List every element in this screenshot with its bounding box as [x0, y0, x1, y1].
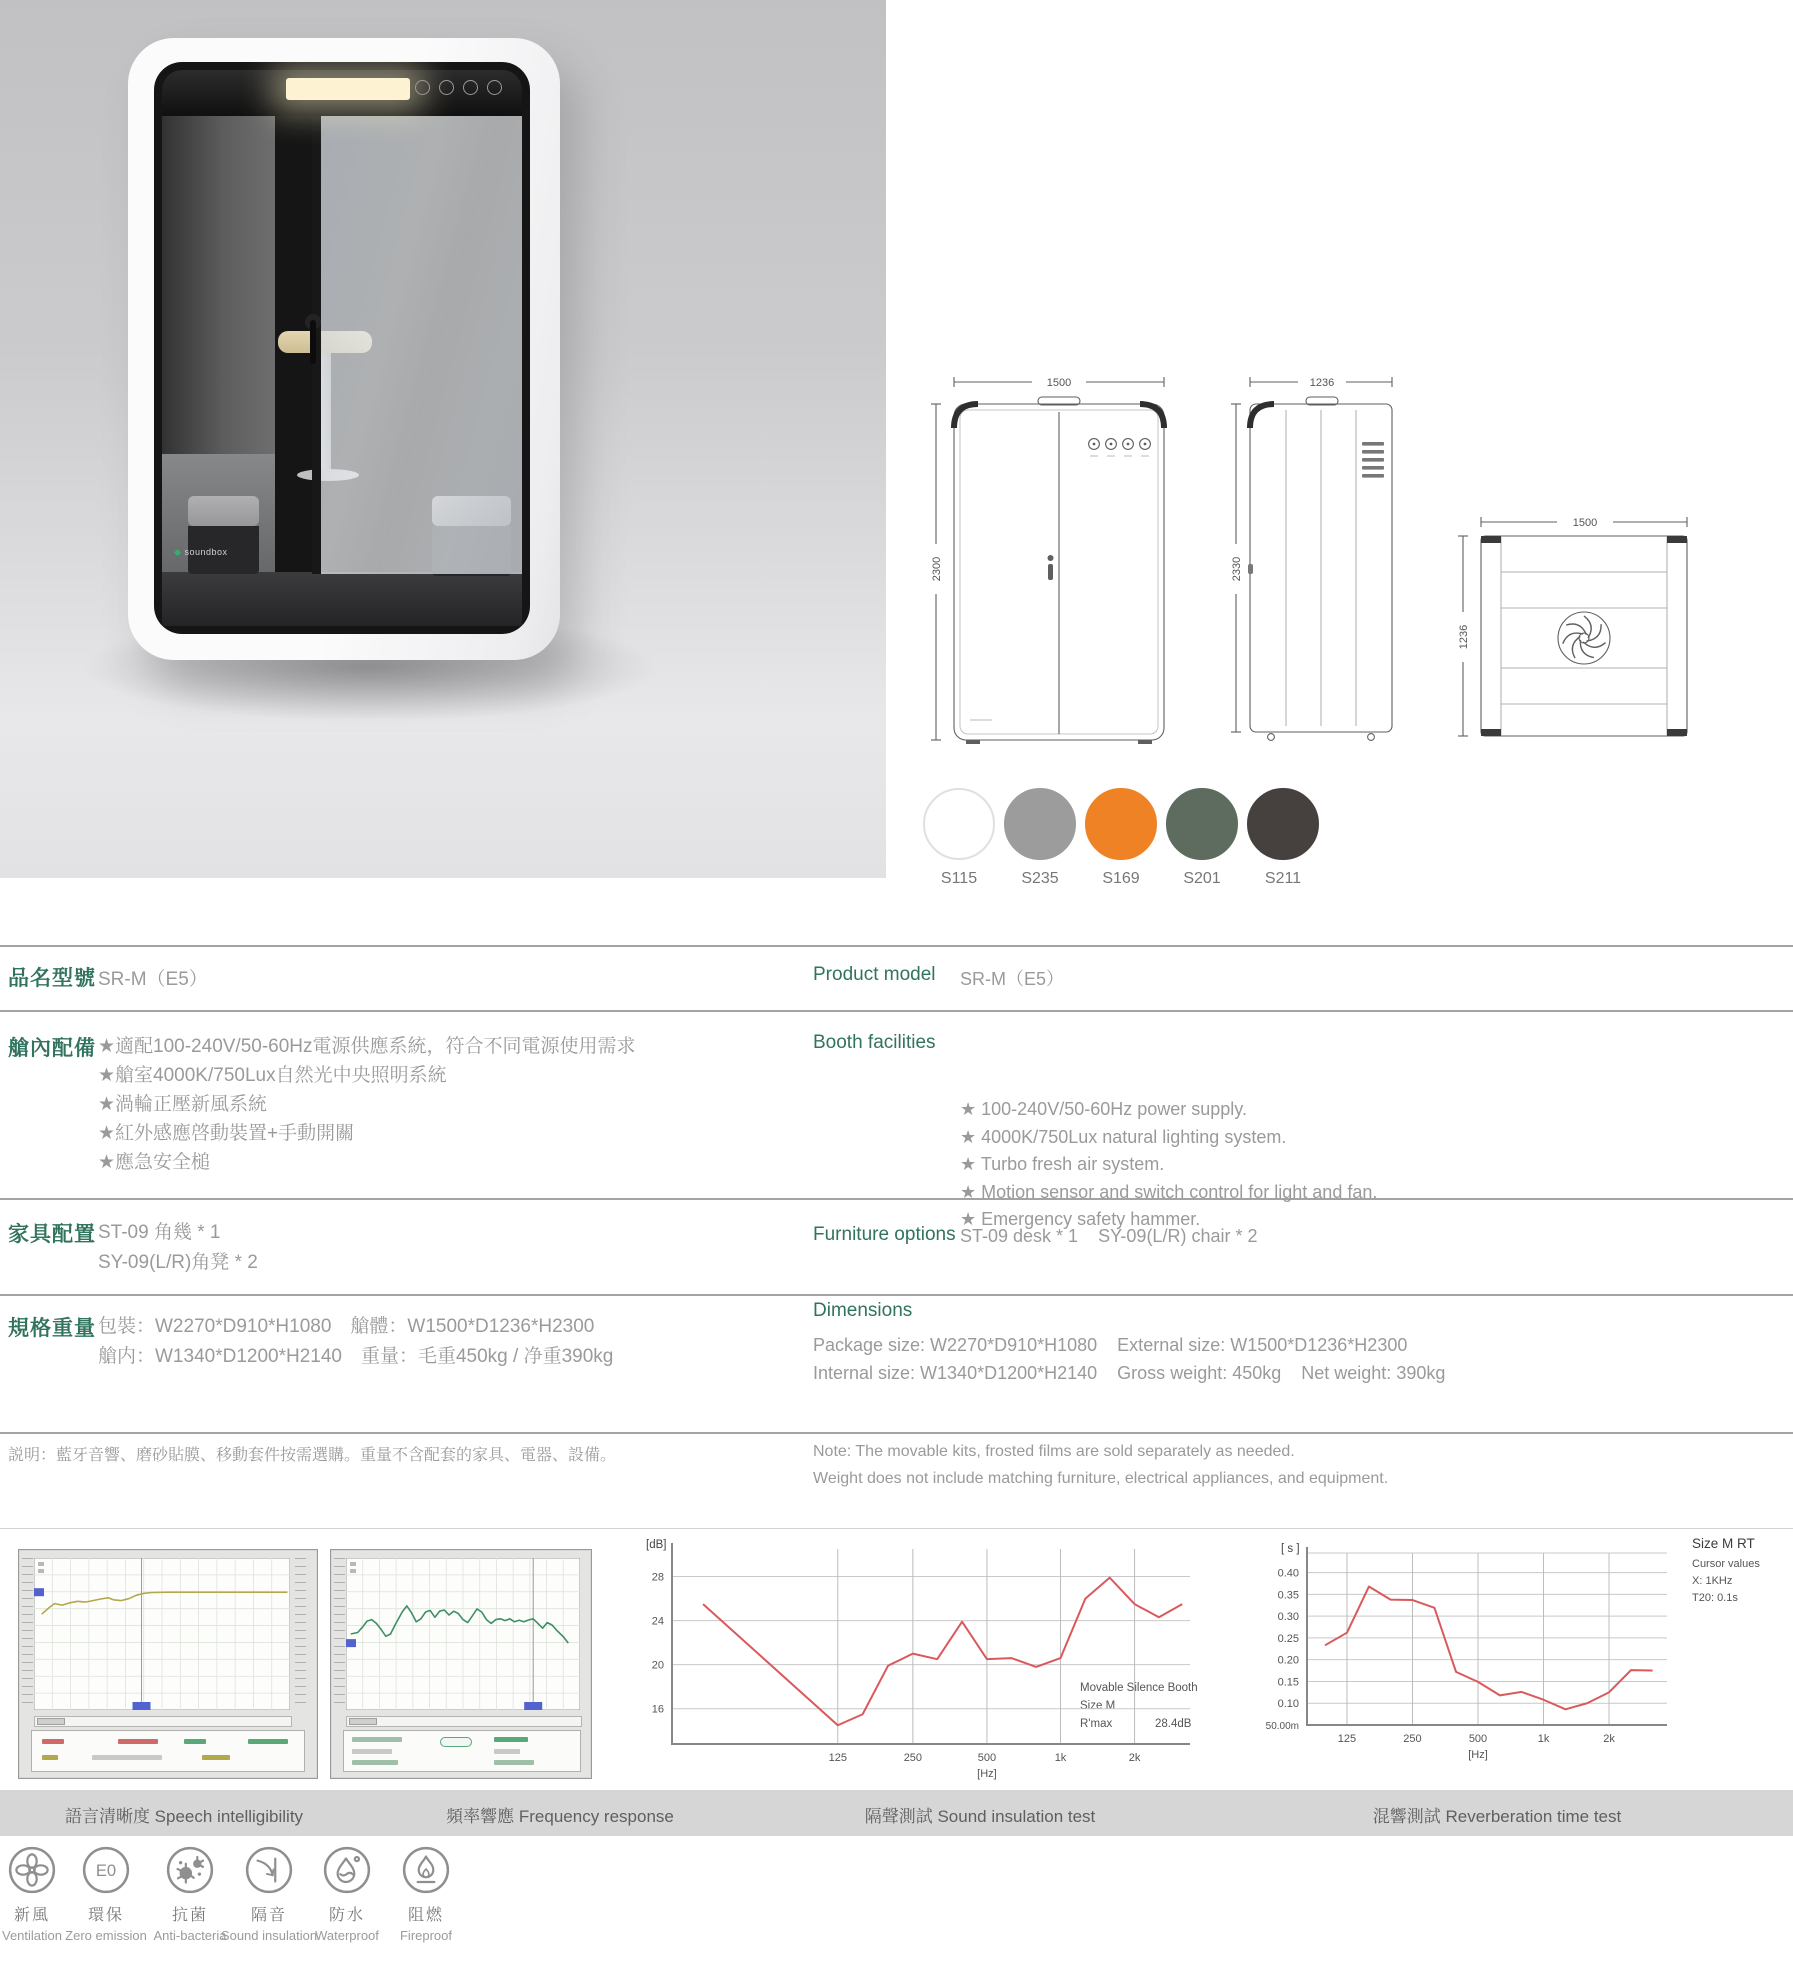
reverberation-time-chart: [1255, 1537, 1705, 1787]
note-zh: 説明：藍牙音響、磨砂貼膜、移動套件按需選購。重量不含配套的家具、電器、設備。: [8, 1447, 617, 1464]
speech-intelligibility-window: [18, 1549, 318, 1779]
annotation-rmax-label: R'max: [1080, 1718, 1113, 1730]
facility-item-zh: ★適配100-240V/50-60Hz電源供應系統，符合不同電源使用需求: [98, 1036, 636, 1057]
side-width-dim: 1236: [1309, 377, 1335, 389]
chart-caption: 頻率響應 Frequency response: [446, 1807, 674, 1826]
badge-label-en: Sound insulation: [220, 1928, 318, 1943]
divider: [0, 945, 1793, 947]
badge-label-en: Waterproof: [315, 1928, 379, 1943]
swatch-code: S115: [940, 870, 978, 887]
color-swatch: [1246, 788, 1320, 888]
badge-label-zh: 阻燃: [407, 1907, 444, 1924]
color-swatches: [922, 788, 1320, 888]
drawing-side-view: [1226, 368, 1416, 748]
e0-icon: [81, 1845, 131, 1895]
facility-item-zh: ★紅外感應啓動裝置+手動開關: [98, 1123, 355, 1144]
furniture-label-zh: 家具配置: [8, 1223, 96, 1246]
badge-label-en: Anti-bacteria: [153, 1928, 227, 1943]
chart-caption: 隔聲測試 Sound insulation test: [864, 1807, 1096, 1826]
svg-text:0.35: 0.35: [1277, 1589, 1299, 1602]
svg-text:0.15: 0.15: [1277, 1676, 1299, 1689]
swatch-code: S201: [1183, 870, 1221, 887]
chart-caption: 混響測試 Reverberation time test: [1372, 1807, 1622, 1826]
badge-label-zh: 新風: [13, 1907, 50, 1924]
svg-text:500: 500: [977, 1752, 997, 1764]
color-swatch: [1084, 788, 1158, 888]
dimensions-lines-zh: [98, 1312, 613, 1372]
legend-line: Cursor values: [1692, 1558, 1760, 1570]
swatch-color-dot: [1166, 788, 1238, 860]
legend-line: T20: 0.1s: [1692, 1592, 1738, 1604]
acoustic-charts: [0, 1528, 1793, 1791]
furniture-label-en: Furniture options: [813, 1224, 956, 1245]
color-swatch: [1003, 788, 1077, 888]
facility-item-en: ★ Emergency safety hammer.: [960, 1209, 1201, 1229]
booth-floor: [162, 572, 522, 626]
h-scrollbar: [34, 1716, 292, 1727]
drawing-front-view: [926, 368, 1176, 748]
svg-text:0.20: 0.20: [1277, 1654, 1299, 1667]
legend-line: X: 1KHz: [1692, 1575, 1733, 1587]
feature-badges: [0, 1840, 1793, 1976]
svg-text:E0: E0: [95, 1861, 117, 1881]
svg-text:1k: 1k: [1537, 1733, 1550, 1745]
model-label-en: Product model: [813, 964, 936, 985]
svg-text:20: 20: [651, 1659, 664, 1672]
note-en: [813, 1438, 1388, 1492]
swatch-color-dot: [1247, 788, 1319, 860]
dimensions-header-en: Dimensions: [813, 1300, 913, 1321]
badge-label-en: Zero emission: [65, 1928, 147, 1943]
facility-item-en: ★ 4000K/750Lux natural lighting system.: [960, 1126, 1287, 1147]
chart-captions: [0, 1790, 1793, 1836]
badge-label-zh: 防水: [328, 1907, 365, 1924]
side-height-dim: 2330: [1231, 556, 1243, 582]
status-bar: [31, 1730, 305, 1772]
badge-label-zh: 隔音: [250, 1907, 287, 1924]
left-ruler: [22, 1558, 33, 1710]
color-swatch: [922, 788, 996, 888]
front-width-dim: 1500: [1046, 377, 1072, 389]
dimension-item-en: Package size: W2270*D910*H1080 External size: W1500*D1236*H2300: [813, 1335, 1408, 1355]
booth-glass-door: [312, 114, 522, 574]
drawing-top-view: [1451, 510, 1711, 748]
facility-item-en: ★ Turbo fresh air system.: [960, 1154, 1165, 1174]
svg-text:500: 500: [1468, 1733, 1488, 1745]
reverberation-legend: [1692, 1535, 1792, 1607]
h-scrollbar: [346, 1716, 582, 1727]
booth-control-icons: [415, 80, 502, 95]
svg-text:0.30: 0.30: [1277, 1611, 1299, 1624]
model-value-en: SR-M（E5）: [960, 969, 1065, 989]
model-value-zh: SR-M（E5）: [98, 969, 208, 990]
svg-text:[Hz]: [Hz]: [977, 1768, 997, 1780]
svg-text:[ s ]: [ s ]: [1281, 1543, 1300, 1555]
facility-item-zh: ★渦輪正壓新風系統: [98, 1094, 268, 1115]
facility-item-en: ★ 100-240V/50-60Hz power supply.: [960, 1099, 1247, 1119]
divider: [0, 1198, 1793, 1200]
booth-interior: [154, 62, 530, 634]
swatch-code: S169: [1102, 870, 1140, 887]
swatch-code: S211: [1264, 870, 1302, 887]
top-depth-dim: 1236: [1458, 624, 1470, 650]
fireproof-flame-icon: [401, 1845, 451, 1895]
divider: [0, 1294, 1793, 1296]
annotation-rmax-value: 28.4dB: [1155, 1718, 1192, 1730]
dimension-item-zh: 包裝：W2270*D910*H1080 艙體：W1500*D1236*H2300: [98, 1316, 595, 1337]
svg-text:50.00m: 50.00m: [1265, 1721, 1299, 1732]
facilities-lines-en: [960, 1033, 1377, 1234]
booth-bench-left: [188, 496, 259, 574]
divider: [0, 1432, 1793, 1434]
note-line-en: Weight does not include matching furniture, electrical appliances, and equipment.: [813, 1470, 1389, 1487]
facility-item-zh: ★應急安全槌: [98, 1152, 211, 1173]
badge-label-en: Ventilation: [2, 1928, 62, 1943]
badge-fireproof: [361, 1845, 491, 1943]
facilities-lines-zh: [98, 1032, 636, 1177]
swatch-color-dot: [923, 788, 995, 860]
svg-text:1k: 1k: [1054, 1752, 1067, 1764]
svg-text:2k: 2k: [1603, 1733, 1615, 1745]
svg-text:250: 250: [903, 1752, 923, 1764]
furniture-lines-zh: [98, 1218, 258, 1278]
legend-title: Size M RT: [1692, 1536, 1755, 1551]
chart-caption: 語言清晰度 Speech intelligibility: [64, 1807, 304, 1826]
furniture-item-zh: SY-09(L/R)角凳 * 2: [98, 1252, 258, 1273]
note-line-en: Note: The movable kits, frosted films are sold separately as needed.: [813, 1443, 1295, 1460]
booth-ceiling-light: [286, 78, 410, 100]
frequency-response-window: [330, 1549, 592, 1779]
color-swatch: [1165, 788, 1239, 888]
svg-text:0.10: 0.10: [1277, 1698, 1299, 1711]
svg-text:125: 125: [1337, 1733, 1357, 1745]
svg-text:24: 24: [651, 1615, 664, 1628]
swatch-color-dot: [1004, 788, 1076, 860]
swatch-color-dot: [1085, 788, 1157, 860]
drawings-panel: [886, 0, 1793, 887]
annotation-line2: Size M: [1080, 1700, 1116, 1712]
fan-icon: [1561, 616, 1606, 661]
booth-brand-logo: ◆ soundbox: [174, 547, 228, 557]
speech-intelligibility-plot: [34, 1558, 290, 1710]
right-ruler: [295, 1558, 306, 1710]
badge-label-en: Fireproof: [399, 1928, 453, 1943]
furniture-item-zh: ST-09 角幾 * 1: [98, 1222, 221, 1243]
left-ruler: [334, 1558, 345, 1710]
svg-text:[Hz]: [Hz]: [1468, 1749, 1488, 1761]
svg-text:0.25: 0.25: [1277, 1632, 1299, 1645]
dimensions-label-zh: 規格重量: [8, 1317, 96, 1340]
front-height-dim: 2300: [931, 556, 943, 582]
svg-text:16: 16: [651, 1703, 664, 1716]
badge-label-zh: 環保: [87, 1907, 124, 1924]
dimensions-lines-en: [813, 1332, 1445, 1387]
sound-insulation-chart: [615, 1539, 1205, 1784]
svg-text:28: 28: [651, 1571, 664, 1584]
facility-item-en: ★ Motion sensor and switch control for light and fan.: [960, 1181, 1378, 1202]
swatch-code: S235: [1021, 870, 1059, 887]
status-bar: [343, 1730, 581, 1772]
svg-text:125: 125: [828, 1752, 847, 1764]
booth-render: [128, 38, 560, 660]
dimension-item-zh: 艙内：W1340*D1200*H2140 重量：毛重450kg / 净重390kg: [98, 1346, 614, 1367]
svg-text:250: 250: [1403, 1733, 1422, 1745]
svg-text:[dB]: [dB]: [646, 1539, 667, 1551]
svg-text:0.40: 0.40: [1277, 1567, 1299, 1580]
svg-text:2k: 2k: [1128, 1752, 1141, 1764]
top-width-dim: 1500: [1572, 517, 1598, 529]
divider: [0, 1010, 1793, 1012]
facilities-label-zh: 艙內配備: [8, 1037, 96, 1060]
product-photo: [0, 0, 886, 878]
frequency-response-plot: [346, 1558, 580, 1710]
facilities-label-en: Booth facilities: [813, 1032, 936, 1053]
dimension-item-en: Internal size: W1340*D1200*H2140 Gross weight: 450kg Net weight: 390kg: [813, 1362, 1446, 1383]
booth-door-handle: [302, 314, 322, 370]
badge-label-zh: 抗菌: [171, 1907, 208, 1924]
annotation-line1: Movable Silence Booth: [1080, 1682, 1198, 1694]
furniture-value-en: ST-09 desk * 1 SY-09(L/R) chair * 2: [960, 1226, 1258, 1246]
model-label-zh: 品名型號: [8, 967, 96, 990]
facility-item-zh: ★艙室4000K/750Lux自然光中央照明系統: [98, 1065, 447, 1086]
